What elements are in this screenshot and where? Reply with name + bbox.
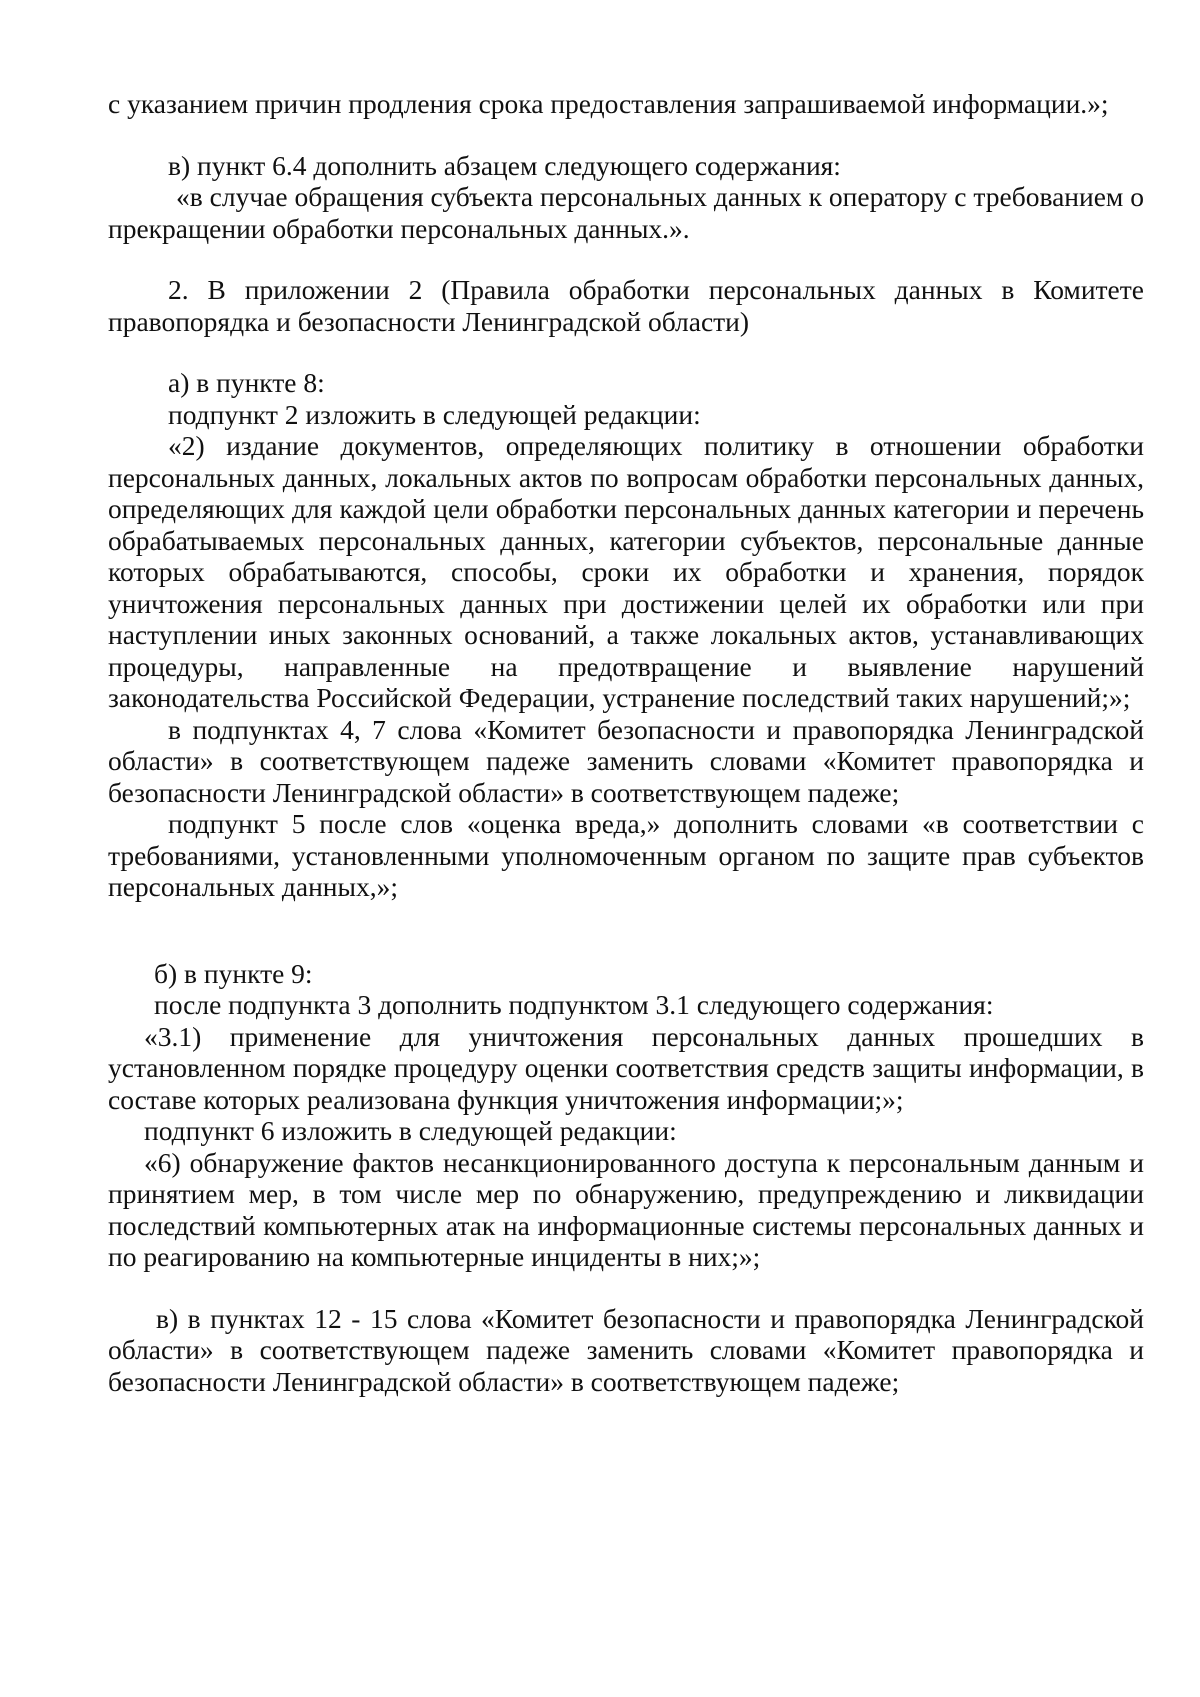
paragraph-4: 2. В приложении 2 (Правила обработки персональных данных в Комитете правопорядка и безопасности Ленинградской области): [108, 274, 1144, 337]
paragraph-1: с указанием причин продления срока предоставления запрашиваемой информации.»;: [108, 88, 1109, 119]
paragraph-8: в подпунктах 4, 7 слова «Комитет безопасности и правопорядка Ленинградской области» в соответствующем падеже заменить словами «Комитет правопорядка и безопасности Ленинградской области» в соответствующем падеже;: [108, 713, 1144, 808]
paragraph-10: б) в пункте 9:: [154, 957, 313, 989]
paragraph-9: подпункт 5 после слов «оценка вреда,» дополнить словами «в соответствии с требованиями, установленными уполномоченным органом по защите прав субъектов персональных данных,»;: [108, 808, 1144, 902]
paragraph-7: «2) издание документов, определяющих политику в отношении обработки персональных данных, локальных актов по вопросам обработки персональных данных, определяющих для каждой цели обработки персональных данных категории и перечень обрабатываемых персональных данных, категории субъектов, персональные данные которых обрабатываются, способы, сроки их обработки и хранения, порядок уничтожения персональных данных при достижении целей их обработки или при наступлении иных законных оснований, а также локальных актов, устанавливающих процедуры, направленные на предотвращение и выявление нарушений законодательства Российской Федерации, устранение последствий таких нарушений;»;: [108, 430, 1144, 713]
paragraph-3: «в случае обращения субъекта персональных данных к оператору с требованием о прекращении обработки персональных данных.».: [108, 181, 1144, 244]
paragraph-11: после подпункта 3 дополнить подпунктом 3.1 следующего содержания:: [154, 989, 994, 1020]
paragraph-12: «3.1) применение для уничтожения персональных данных прошедших в установленном порядке процедуру оценки соответствия средств защиты информации, в составе которых реализована функция уничтожения информации;»;: [108, 1020, 1144, 1115]
paragraph-5: а) в пункте 8:: [168, 367, 325, 398]
paragraph-6: подпункт 2 изложить в следующей редакции:: [168, 398, 701, 430]
document-page: [108, 88, 1144, 1397]
paragraph-13: подпункт 6 изложить в следующей редакции:: [144, 1115, 677, 1146]
paragraph-2: в) пункт 6.4 дополнить абзацем следующего содержания:: [168, 149, 841, 181]
paragraph-14: «6) обнаружение фактов несанкционированного доступа к персональным данным и принятием мер, в том числе мер по обнаружению, предупреждению и ликвидации последствий компьютерных атак на информационные системы персональных данных и по реагированию на компьютерные инциденты в них;»;: [108, 1146, 1144, 1272]
paragraph-15: в) в пунктах 12 - 15 слова «Комитет безопасности и правопорядка Ленинградской области» в соответствующем падеже заменить словами «Комитет правопорядка и безопасности Ленинградской области» в соответствующем падеже;: [108, 1302, 1144, 1397]
